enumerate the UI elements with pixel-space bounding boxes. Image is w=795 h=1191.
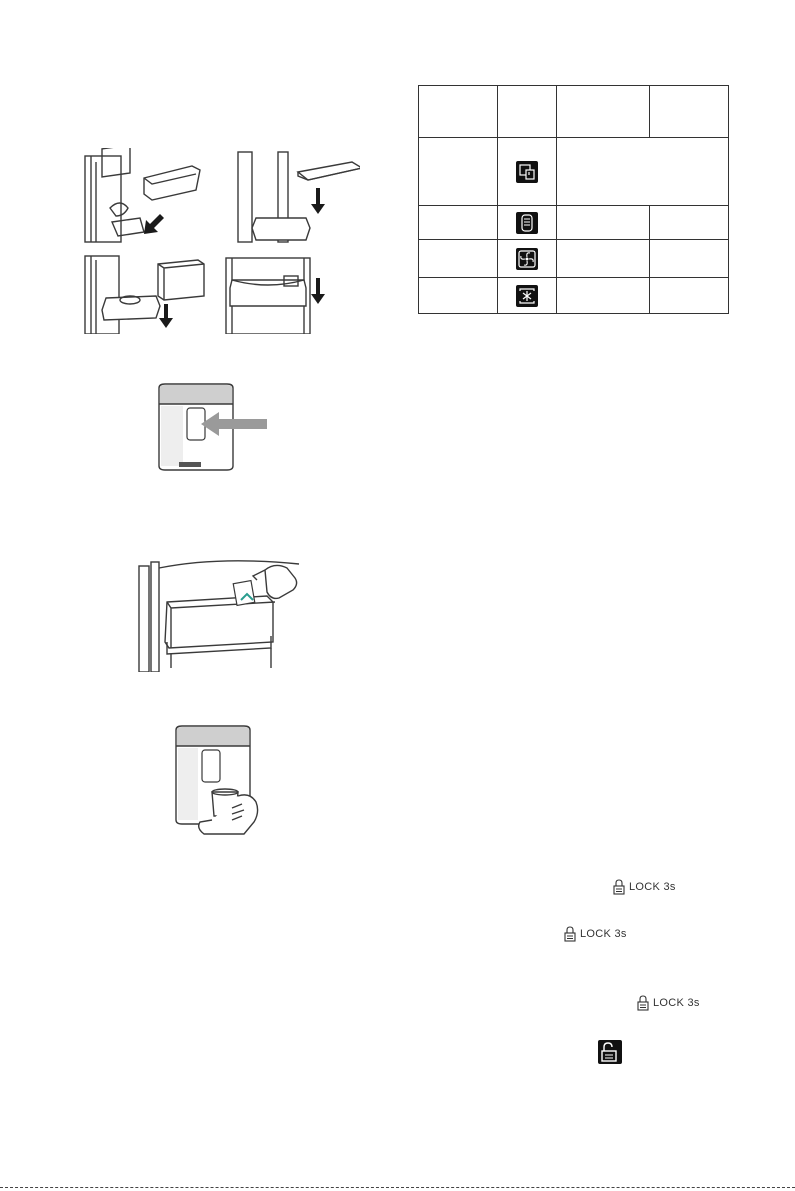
table-cell: [557, 278, 650, 314]
table-cell: [419, 240, 498, 278]
table-cell: [557, 240, 650, 278]
table-cell: [650, 240, 729, 278]
lock-icon: [564, 926, 576, 942]
table-icon-cell: [498, 278, 557, 314]
lock-label: LOCK 3s: [629, 881, 676, 893]
lock-icon: [637, 995, 649, 1011]
fan-icon: [516, 248, 538, 270]
door-bin-panel-1: [85, 148, 200, 242]
dispense-figure: [172, 724, 272, 836]
table-cell: [557, 206, 650, 240]
lock-3s-indicator-2: [564, 926, 627, 942]
table-cell: [557, 86, 650, 138]
fill-tank-figure: [137, 560, 307, 672]
lock-icon: [613, 879, 625, 895]
table-cell: [498, 86, 557, 138]
table-cell: [419, 138, 498, 206]
table-cell: [419, 206, 498, 240]
page-bottom-rule: [0, 1187, 795, 1188]
door-alarm-icon: [516, 161, 538, 183]
table-header-row: [419, 86, 729, 138]
table-cell: [419, 278, 498, 314]
table-icon-cell: [498, 138, 557, 206]
table-row: [419, 206, 729, 240]
lock-3s-indicator-1: [613, 879, 676, 895]
table-row: [419, 240, 729, 278]
table-cell: [650, 206, 729, 240]
table-row: [419, 278, 729, 314]
table-icon-cell: [498, 206, 557, 240]
table-row: [419, 138, 729, 206]
door-bin-panel-4: [226, 258, 325, 334]
super-cool-icon: [516, 212, 538, 234]
door-bin-removal-figure: [80, 148, 360, 334]
unlock-icon: [598, 1040, 622, 1064]
table-cell: [557, 138, 729, 206]
lock-3s-indicator-3: [637, 995, 700, 1011]
lock-label: LOCK 3s: [580, 928, 627, 940]
water-tank-figure: [155, 382, 275, 474]
mode-table: [418, 85, 729, 314]
table-cell: [650, 86, 729, 138]
super-freeze-icon: [516, 285, 538, 307]
table-icon-cell: [498, 240, 557, 278]
door-bin-panel-2: [238, 152, 360, 242]
door-bin-panel-3: [85, 256, 204, 334]
lock-label: LOCK 3s: [653, 997, 700, 1009]
table-cell: [650, 278, 729, 314]
table-cell: [419, 86, 498, 138]
